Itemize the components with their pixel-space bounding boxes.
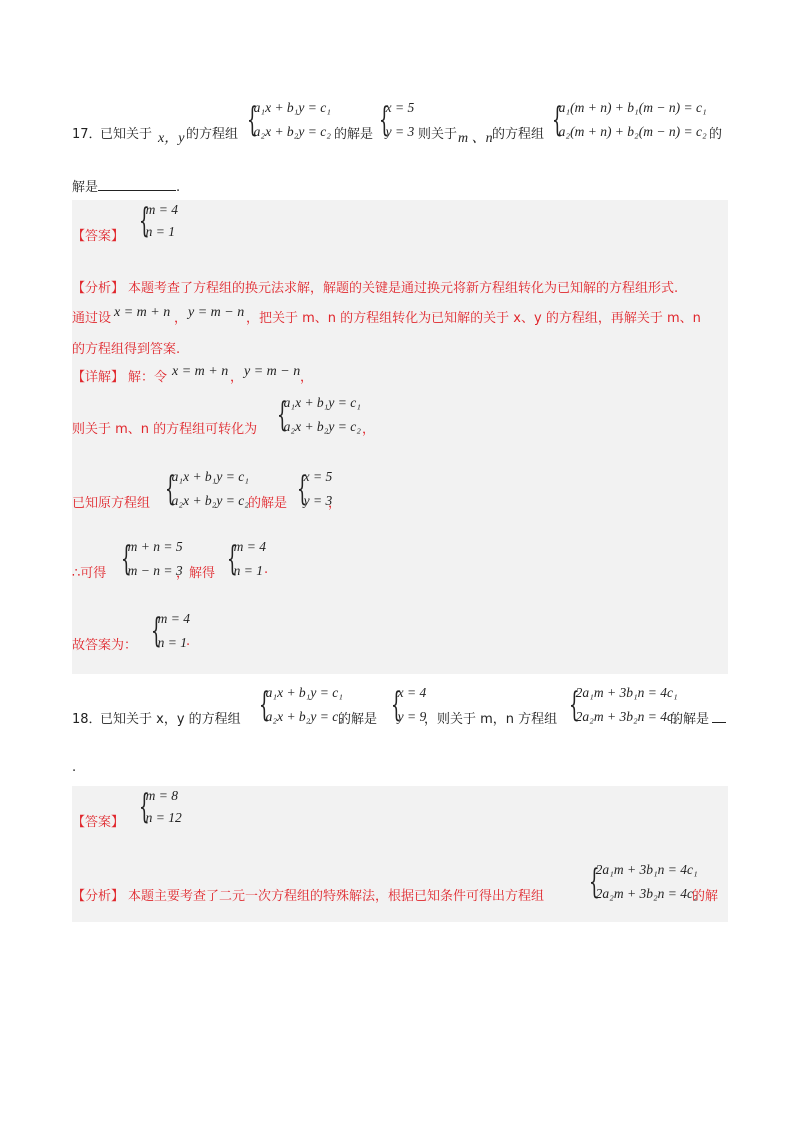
answer-system — [128, 786, 182, 828]
analysis-label: 【分析】 — [72, 889, 125, 904]
detail-text: 则关于 m、n 的方程组可转化为 — [72, 422, 258, 437]
equation-row: m + n = 5 — [127, 539, 183, 554]
question-text: ，则关于 m，n 方程组 — [424, 712, 558, 727]
line-text: 解是 — [72, 180, 99, 195]
question-text — [72, 176, 180, 195]
equation-row: m − n = 3 — [127, 563, 183, 578]
equation-row: 2a₁m + 3b₁n = 4c₁ — [575, 685, 678, 700]
answer-label: 【答案】 — [72, 815, 125, 830]
equation-system — [248, 683, 343, 727]
question-text: 的 — [709, 127, 723, 142]
equation-row: n = 12 — [145, 810, 182, 825]
question-text: 的解是 — [334, 127, 374, 142]
equation-row: a₁x + b₁y = c₁ — [283, 395, 361, 410]
left-brace-icon: { — [276, 395, 288, 435]
equation-row: n = 1 — [233, 563, 264, 578]
math-vars: m 、n — [458, 131, 493, 146]
answer-blank — [98, 176, 176, 191]
punctuation: ， — [328, 496, 342, 511]
math-expression: y = m − n — [188, 305, 245, 320]
left-brace-icon: { — [390, 685, 402, 725]
punctuation: ， — [230, 370, 244, 385]
left-brace-icon: { — [258, 685, 270, 725]
solution-system — [286, 467, 332, 511]
left-brace-icon: { — [138, 201, 150, 241]
equation-row: 2a₁m + 3b₁n = 4c₁ — [595, 862, 698, 877]
question-text: 的方程组 — [492, 127, 545, 142]
detail-text: 已知原方程组 — [72, 496, 151, 511]
math-expression: x = m + n — [172, 364, 229, 379]
analysis-text: 通过设 — [72, 311, 112, 326]
question-number: 18． — [72, 712, 102, 727]
equation-row: m = 4 — [145, 202, 178, 217]
equation-row: a₁(m + n) + b₁(m − n) = c₁ — [558, 100, 707, 115]
punctuation: ， — [174, 311, 188, 326]
equation-system — [236, 98, 331, 142]
detail-text: 的解是 — [248, 496, 288, 511]
detail-text: ，解得 — [176, 566, 216, 581]
solution-system — [380, 683, 426, 727]
detail-text: ∴可得 — [72, 566, 107, 581]
question-text: 已知关于 x，y 的方程组 — [100, 712, 241, 727]
equation-row: y = 3 — [303, 493, 333, 508]
question-text: 的方程组 — [186, 127, 239, 142]
equation-system — [578, 860, 698, 904]
equation-row: a₂(m + n) + b₂(m − n) = c₂ — [558, 124, 707, 139]
left-brace-icon: { — [378, 100, 390, 140]
solution-system — [140, 609, 190, 653]
analysis-text: 的解 — [692, 889, 719, 904]
analysis-text: 的方程组得到答案. — [72, 342, 181, 357]
analysis-text: 本题考查了方程组的换元法求解，解题的关键是通过换元将新方程组转化为已知解的方程组形式. — [128, 281, 679, 296]
left-brace-icon: { — [226, 539, 238, 579]
question-text: 的解是 — [670, 712, 710, 727]
solution-system — [216, 537, 269, 581]
equation-row: a₂x + b₂y = c₂ — [253, 124, 331, 139]
equation-row: a₂x + b₂y = c₂ — [265, 709, 343, 724]
equation-system — [558, 683, 678, 727]
left-brace-icon: { — [138, 787, 150, 827]
left-brace-icon: { — [588, 862, 600, 902]
detail-label: 【详解】 — [72, 370, 125, 385]
math-expression: y = m − n — [244, 364, 301, 379]
analysis-text: 本题主要考查了二元一次方程组的特殊解法，根据已知条件可得出方程组 — [128, 889, 545, 904]
answer-blank — [712, 710, 726, 723]
equation-system — [541, 98, 707, 142]
equation-row: n = 1 — [145, 224, 176, 239]
equation-row: x = 4 — [397, 685, 427, 700]
equation-row: a₁x + b₁y = c₁ — [265, 685, 343, 700]
left-brace-icon: { — [246, 100, 258, 140]
equation-row: a₁x + b₁y = c₁ — [171, 469, 249, 484]
solution-system — [368, 98, 414, 142]
math-expression: x = m + n — [114, 305, 171, 320]
equation-row: a₂x + b₂y = c₂ — [171, 493, 249, 508]
equation-row: m = 4 — [233, 539, 266, 554]
equation-row: a₁x + b₁y = c₁ — [253, 100, 331, 115]
period: . — [176, 180, 181, 195]
equation-system — [110, 537, 183, 581]
left-brace-icon: { — [296, 469, 308, 509]
left-brace-icon: { — [150, 611, 162, 651]
punctuation: . — [186, 634, 191, 649]
equation-row: x = 5 — [385, 100, 415, 115]
detail-text: 故答案为： — [72, 638, 138, 653]
equation-row: x = 5 — [303, 469, 333, 484]
question-text: 的解是 — [338, 712, 378, 727]
answer-system — [128, 200, 178, 242]
question-number: 17． — [72, 127, 102, 142]
answer-label: 【答案】 — [72, 229, 125, 244]
punctuation: . — [264, 562, 269, 577]
left-brace-icon: { — [568, 685, 580, 725]
equation-row: m = 8 — [145, 788, 178, 803]
equation-system — [154, 467, 249, 511]
equation-row: n = 1 — [157, 635, 188, 650]
left-brace-icon: { — [120, 539, 132, 579]
equation-row: 2a₂m + 3b₂n = 4c₂ — [595, 886, 698, 901]
math-vars: x，y — [158, 131, 185, 146]
question-text: 则关于 — [418, 127, 458, 142]
equation-row: a₂x + b₂y = c₂ — [283, 419, 361, 434]
equation-row: y = 9 — [397, 709, 427, 724]
analysis-label: 【分析】 — [72, 281, 125, 296]
question-text: 已知关于 — [100, 127, 153, 142]
equation-system — [266, 393, 361, 437]
left-brace-icon: { — [551, 100, 563, 140]
question-text: . — [72, 760, 77, 775]
analysis-text: ，把关于 m、n 的方程组转化为已知解的关于 x、y 的方程组，再解关于 m、n — [246, 311, 701, 326]
equation-row: m = 4 — [157, 611, 190, 626]
left-brace-icon: { — [164, 469, 176, 509]
equation-row: 2a₂m + 3b₂n = 4c₂ — [575, 709, 678, 724]
equation-row: y = 3 — [385, 124, 415, 139]
detail-text: 解：令 — [128, 370, 168, 385]
punctuation: ， — [362, 422, 376, 437]
punctuation: ， — [300, 370, 314, 385]
answer-panel-17 — [72, 200, 728, 674]
